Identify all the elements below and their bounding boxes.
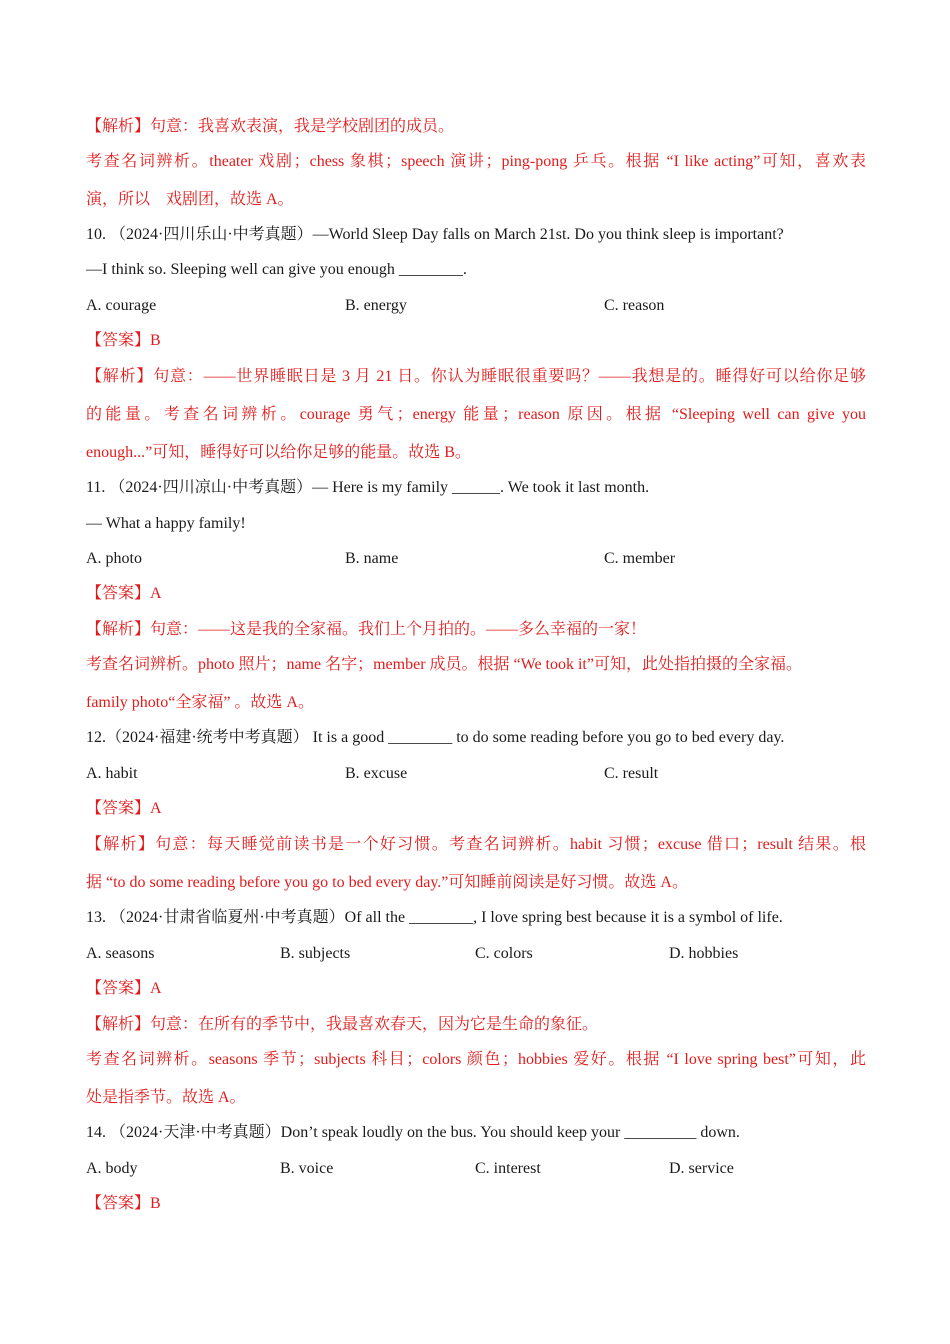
q9-analysis-line-2: 考查名词辨析。theater 戏剧；chess 象棋；speech 演讲；ping-pong 乒乓。根据 “I like acting”可知，喜欢表 [86,153,866,170]
q12-option-a: A. habit [86,765,138,782]
q14-option-c: C. interest [475,1160,541,1177]
q14-option-b: B. voice [280,1160,334,1177]
q12-analysis-line-1: 【解析】句意：每天睡觉前读书是一个好习惯。考查名词辨析。habit 习惯；excuse 借口；result 结果。根 [86,836,866,853]
q13-option-a: A. seasons [86,945,155,962]
q10-option-c: C. reason [604,297,665,314]
q11-stem-2: — What a happy family! [86,515,246,532]
q10-analysis-line-2: 的能量。考查名词辨析。courage 勇气；energy 能量；reason 原因。根据 “Sleeping well can give you [86,406,866,423]
q11-analysis-line-3: family photo“全家福” 。故选 A。 [86,694,314,711]
q13-stem: 13. （2024·甘肃省临夏州·中考真题）Of all the ________, I love spring best because it is a symbol of life. [86,909,783,926]
q12-option-c: C. result [604,765,659,782]
q13-analysis-line-1: 【解析】句意：在所有的季节中，我最喜欢春天，因为它是生命的象征。 [86,1016,599,1033]
q10-stem-2: —I think so. Sleeping well can give you enough ________. [86,261,467,278]
q13-option-b: B. subjects [280,945,351,962]
q11-option-a: A. photo [86,550,142,567]
q11-option-c: C. member [604,550,676,567]
q10-stem: 10. （2024·四川乐山·中考真题）—World Sleep Day falls on March 21st. Do you think sleep is important? [86,226,784,243]
q12-analysis-line-2: 据 “to do some reading before you go to bed every day.”可知睡前阅读是好习惯。故选 A。 [86,874,688,891]
q14-option-d: D. service [669,1160,734,1177]
q10-option-a: A. courage [86,297,157,314]
q10-analysis-line-3: enough...”可知，睡得好可以给你足够的能量。故选 B。 [86,444,471,461]
q13-analysis-line-3: 处是指季节。故选 A。 [86,1089,246,1106]
q9-analysis-line-1: 【解析】句意：我喜欢表演，我是学校剧团的成员。 [86,118,455,135]
q10-option-b: B. energy [345,297,407,314]
q11-stem: 11. （2024·四川凉山·中考真题）— Here is my family ______. We took it last month. [86,479,650,496]
q14-answer: 【答案】B [86,1195,161,1212]
q11-answer: 【答案】A [86,585,162,602]
q12-stem: 12.（2024·福建·统考中考真题） It is a good ________ to do some reading before you go to bed every day. [86,729,785,746]
q13-option-d: D. hobbies [669,945,739,962]
q9-analysis-line-3: 演，所以 戏剧团，故选 A。 [86,191,294,208]
q11-analysis-line-2: 考查名词辨析。photo 照片；name 名字；member 成员。根据 “We took it”可知，此处指拍摄的全家福。 [86,656,802,673]
q13-option-c: C. colors [475,945,533,962]
q12-answer: 【答案】A [86,800,162,817]
q12-option-b: B. excuse [345,765,408,782]
q10-analysis-line-1: 【解析】句意：——世界睡眠日是 3 月 21 日。你认为睡眠很重要吗？——我想是的。睡得好可以给你足够 [86,368,866,385]
q13-analysis-line-2: 考查名词辨析。seasons 季节；subjects 科目；colors 颜色；hobbies 爱好。根据 “I love spring best”可知，此 [86,1051,866,1068]
q10-answer: 【答案】B [86,332,161,349]
q13-answer: 【答案】A [86,980,162,997]
q11-option-b: B. name [345,550,399,567]
q11-analysis-line-1: 【解析】句意：——这是我的全家福。我们上个月拍的。——多么幸福的一家！ [86,621,647,638]
q14-stem: 14. （2024·天津·中考真题）Don’t speak loudly on the bus. You should keep your _________ down. [86,1124,740,1141]
q14-option-a: A. body [86,1160,138,1177]
